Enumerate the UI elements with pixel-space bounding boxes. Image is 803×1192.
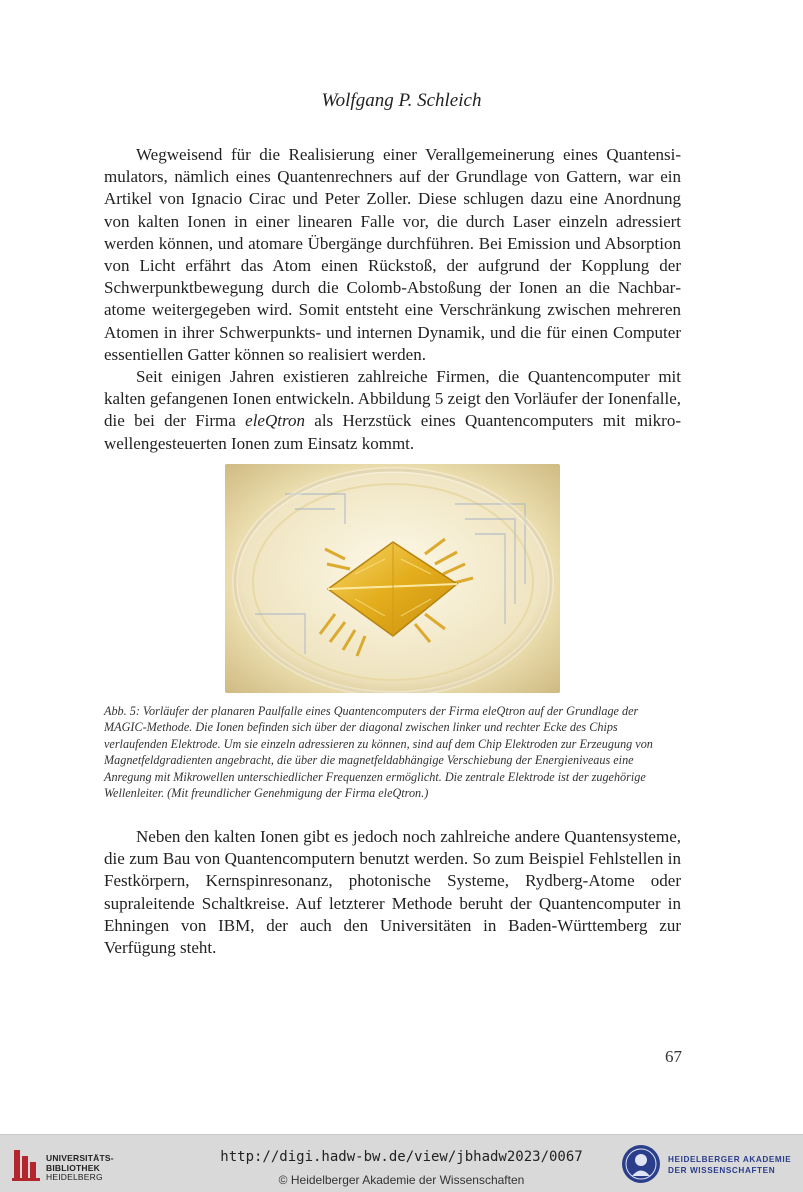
academy-logo[interactable] [618,1143,803,1185]
permalink-url[interactable]: http://digi.hadw-bw.de/view/jbhadw2023/0067 [220,1149,583,1165]
company-name: eleQtron [245,411,305,431]
body-text-bottom [104,826,681,959]
academy-seal-icon [620,1143,662,1185]
paragraph-2 [104,366,681,455]
paragraph-2-end: als Herzstück eines Quantencomputers mit mikrowellengesteuerten Ionen zum Einsatz kommt. [104,411,681,453]
paragraph-1: Wegweisend für die Realisierung einer Verallgemeinerung eines Quantensimulators, nämlich eines Quantenrechners auf der Grundlage von Gattern, war ein Artikel von Ignacio Cirac und Peter Zoller. Diese schlugen dazu eine Anordnung von kalten Ionen in einer linearen Falle vor, die durch Laser einzeln adressiert werden können, und atomare Übergänge durchführen. Bei Emission und Absorption von Licht erfährt das Atom einen Rückstoß, der aufgrund der Kopplung der Schwerpunktbewegung durch die Colomb-Abstoßung der Ionen an die Nachbaratome weitergegeben wird. Somit entsteht eine Verschränkung zwischen mehreren Atomen in ihrer Schwerpunkts- und internen Dynamik, und die für einen Computer essentiellen Gatter können so realisiert werden. [104,145,681,364]
academy-logo-line2: DER WISSENSCHAFTEN [668,1165,776,1175]
body-text-top [104,144,681,455]
copyright-notice: © Heidelberger Akademie der Wissenschaften [278,1173,525,1187]
chip-photo-illustration [225,464,560,693]
figure-chip-photo [225,464,560,693]
academy-logo-line1: HEIDELBERGER AKADEMIE [668,1155,792,1164]
running-header-author: Wolfgang P. Schleich [321,90,482,111]
ub-logo-line1: UNIVERSITÄTS- [46,1153,114,1163]
viewer-footer [0,1134,803,1192]
paragraph-3: Neben den kalten Ionen gibt es jedoch noch zahlreiche andere Quantensysteme, die zum Bau von Quantencomputern benutzt werden. So zum Beispiel Fehlstellen in Festkörpern, Kernspinresonanz, photonische Systeme, Rydberg-Atome oder supraleitende Schaltkreise. Auf letzterer Methode beruht der Quantencomputer in Ehningen von IBM, der auch den Universitäten in Baden-Württemberg zur Verfügung steht. [104,827,681,958]
figure-caption: Abb. 5: Vorläufer der planaren Paulfalle eines Quantencomputers der Firma eleQtron auf der Grundlage der MAGIC-Methode. Die Ionen befinden sich über der diagonal zwischen linker und rechter Ecke des Chips verlaufenden Elektrode. Um sie einzeln adressieren zu können, sind auf dem Chip Elektroden zur Erzeugung von Magnetfeldgradienten angebracht, die über die magnetfeldabhängige Verschiebung der Energieniveaus eine Anregung mit Mikrowellen unterschiedlicher Frequenzen ermöglicht. Die zentrale Elektrode ist der zugehörige Wellenleiter. (Mit freundlicher Genehmigung der Firma eleQtron.) [104,704,653,801]
paragraph-2-start: Seit einigen Jahren existieren zahlreiche Firmen, die Quantencomputer mit kalten gefangenen Ionen entwickeln. Abbildung 5 zeigt den Vorläufer der Ionenfalle, die bei der Firma [104,367,681,431]
ub-logo-line3: HEIDELBERG [46,1172,103,1183]
page-number: 67 [665,1047,682,1066]
ub-logo-line2: BIBLIOTHEK [46,1162,100,1173]
